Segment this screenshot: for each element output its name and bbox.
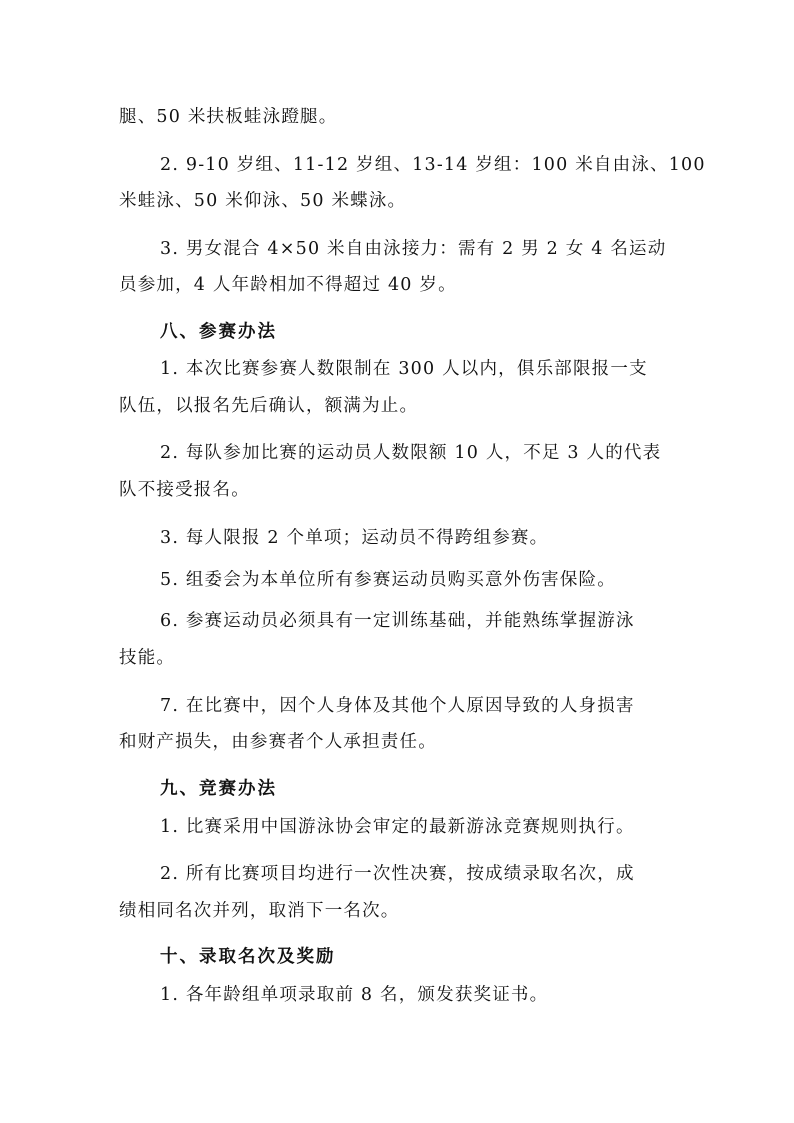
paragraph-line: 2. 所有比赛项目均进行一次性决赛，按成绩录取名次，成 (160, 864, 635, 884)
section-heading-10: 十、录取名次及奖励 (160, 947, 336, 967)
paragraph-line: 2. 9-10 岁组、11-12 岁组、13-14 岁组：100 米自由泳、100 (160, 155, 706, 175)
section-heading-8: 八、参赛办法 (160, 322, 277, 342)
paragraph-line: 7. 在比赛中，因个人身体及其他个人原因导致的人身损害 (160, 696, 635, 716)
paragraph-line: 队不接受报名。 (119, 480, 250, 500)
paragraph-line: 技能。 (119, 648, 176, 668)
paragraph-line: 员参加，4 人年龄相加不得超过 40 岁。 (119, 275, 457, 295)
paragraph-line: 1. 各年龄组单项录取前 8 名，颁发获奖证书。 (160, 985, 549, 1005)
paragraph-line: 3. 男女混合 4×50 米自由泳接力：需有 2 男 2 女 4 名运动 (160, 239, 667, 259)
paragraph-line: 6. 参赛运动员必须具有一定训练基础，并能熟练掌握游泳 (160, 611, 635, 631)
paragraph-line: 2. 每队参加比赛的运动员人数限额 10 人，不足 3 人的代表 (160, 443, 662, 463)
paragraph-line: 腿、50 米扶板蛙泳蹬腿。 (119, 107, 338, 127)
paragraph-line: 1. 比赛采用中国游泳协会审定的最新游泳竞赛规则执行。 (160, 817, 635, 837)
paragraph-line: 5. 组委会为本单位所有参赛运动员购买意外伤害保险。 (160, 570, 616, 590)
paragraph-line: 队伍，以报名先后确认，额满为止。 (119, 396, 419, 416)
paragraph-line: 和财产损失，由参赛者个人承担责任。 (119, 732, 437, 752)
paragraph-line: 1. 本次比赛参赛人数限制在 300 人以内，俱乐部限报一支 (160, 359, 648, 379)
paragraph-line: 米蛙泳、50 米仰泳、50 米蝶泳。 (119, 191, 407, 211)
paragraph-line: 3. 每人限报 2 个单项；运动员不得跨组参赛。 (160, 528, 549, 548)
paragraph-line: 绩相同名次并列，取消下一名次。 (119, 901, 400, 921)
section-heading-9: 九、竞赛办法 (160, 779, 277, 799)
